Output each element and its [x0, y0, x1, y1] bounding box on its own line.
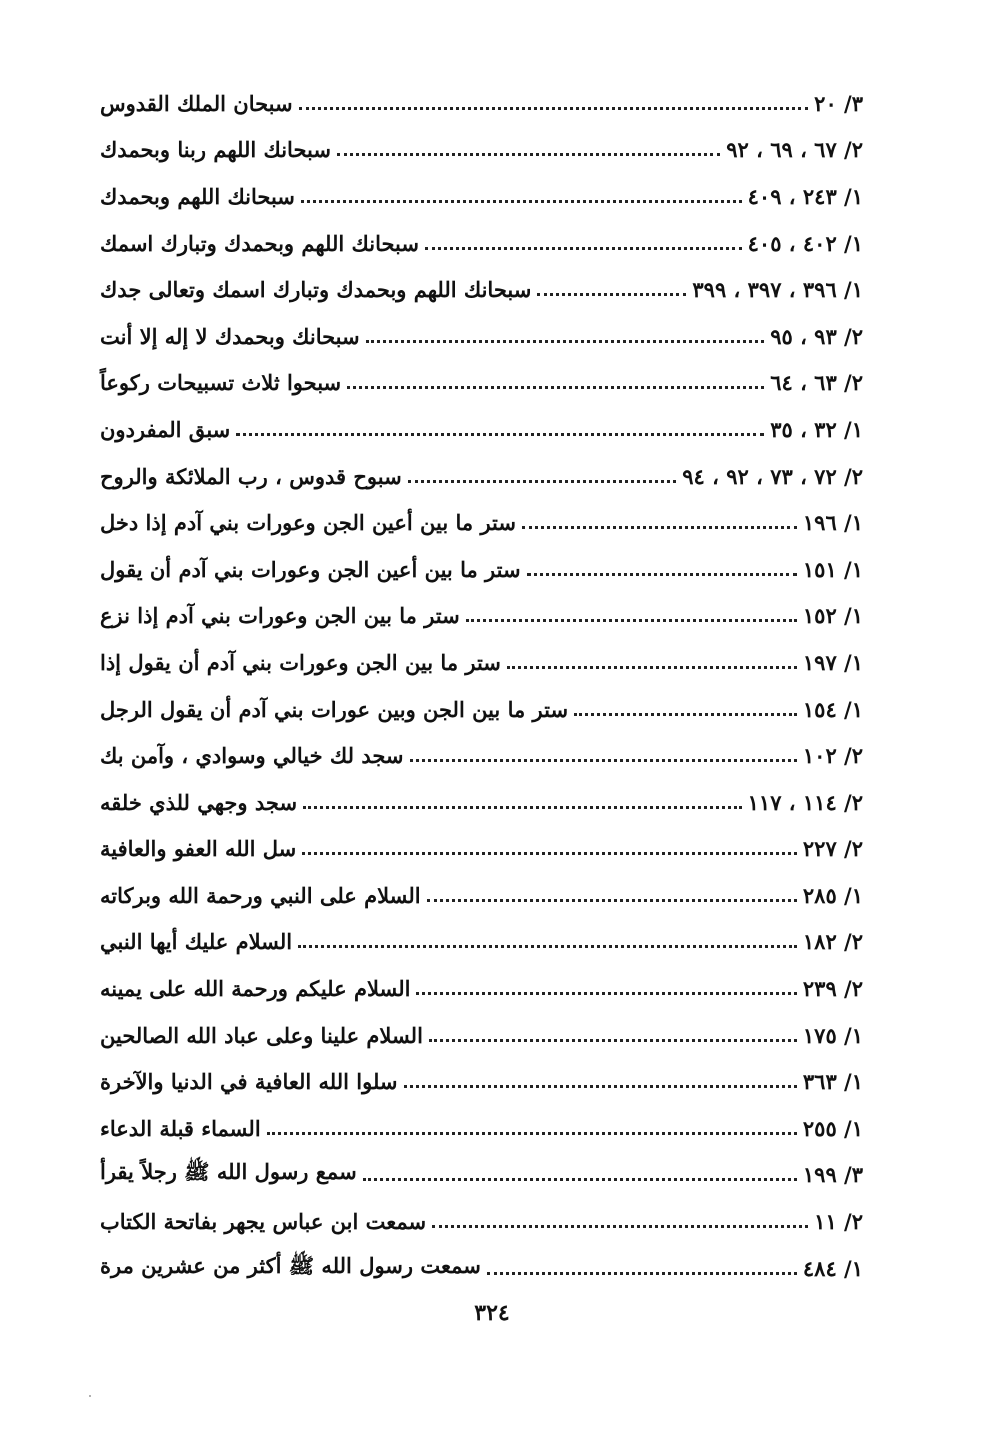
dot-leader — [366, 340, 765, 343]
entry-reference: ٢/ ٦٧ ، ٦٩ ، ٩٢ — [726, 137, 863, 163]
entry-reference: ٢/ ١٨٢ — [802, 929, 863, 955]
dot-leader — [425, 247, 742, 250]
index-entry — [90, 1058, 867, 1105]
dot-leader — [507, 666, 797, 669]
index-entry — [90, 1105, 867, 1152]
entry-reference: ١/ ١٥١ — [802, 556, 863, 582]
index-entry — [90, 872, 867, 919]
entry-reference: ٣/ ٢٠ — [814, 90, 863, 116]
entry-reference: ٢/ ٢٣٩ — [802, 976, 863, 1002]
entry-text: ستر ما بين الجن وبين عورات بني آدم أن يقول الرجل — [100, 696, 569, 722]
dot-leader — [337, 153, 720, 156]
dot-leader — [299, 107, 809, 110]
entry-text: سبحانك وبحمدك لا إله إلا أنت — [100, 323, 360, 349]
page-number: ٣٢٤ — [474, 1300, 510, 1326]
entry-text: سلوا الله العافية في الدنيا والآخرة — [100, 1069, 398, 1095]
index-entry — [90, 1152, 867, 1199]
index-list — [90, 80, 867, 1291]
entry-reference: ٢/ ٢٢٧ — [802, 836, 863, 862]
dot-leader — [427, 899, 797, 902]
index-entry — [90, 499, 867, 546]
index-entry — [90, 686, 867, 733]
entry-reference: ١/ ١٥٤ — [802, 696, 863, 722]
dot-leader — [301, 200, 742, 203]
index-entry — [90, 453, 867, 500]
index-entry — [90, 919, 867, 966]
entry-reference: ١/ ٣٩٦ ، ٣٩٧ ، ٣٩٩ — [692, 277, 863, 303]
index-entry — [90, 220, 867, 267]
index-entry — [90, 1198, 867, 1245]
entry-text: سمعت رسول الله ﷺ أكثر من عشرين مرة — [100, 1252, 481, 1278]
index-entry — [90, 1012, 867, 1059]
entry-reference: ٣/ ١٩٩ — [802, 1162, 863, 1188]
index-entry — [90, 173, 867, 220]
entry-text: سبحانك اللهم وبحمدك — [100, 183, 295, 209]
index-entry — [90, 639, 867, 686]
dot-leader — [527, 573, 797, 576]
entry-text: السلام عليكم ورحمة الله على يمينه — [100, 976, 411, 1002]
entry-reference: ١/ ٢٥٥ — [802, 1115, 863, 1141]
entry-reference: ٢/ ١٠٢ — [802, 743, 863, 769]
dot-leader — [303, 806, 742, 809]
dot-leader — [432, 1225, 808, 1228]
dot-leader — [466, 619, 797, 622]
entry-text: ستر ما بين الجن وعورات بني آدم أن يقول إذا — [100, 649, 501, 675]
dot-leader — [410, 759, 797, 762]
dot-leader — [574, 713, 797, 716]
entry-text: السلام على النبي ورحمة الله وبركاته — [100, 882, 421, 908]
index-entry — [90, 266, 867, 313]
entry-text: السماء قبلة الدعاء — [100, 1115, 261, 1141]
entry-text: سل الله العفو والعافية — [100, 836, 297, 862]
dot-leader — [487, 1272, 797, 1275]
index-entry — [90, 127, 867, 174]
entry-text: ستر ما بين أعين الجن وعورات بني آدم أن يقول — [100, 556, 521, 582]
index-entry — [90, 313, 867, 360]
entry-text: سبحانك اللهم وبحمدك وتبارك اسمك — [100, 230, 419, 256]
index-entry — [90, 406, 867, 453]
entry-text: السلام عليك أيها النبي — [100, 929, 293, 955]
entry-text: سبحانك اللهم ربنا وبحمدك — [100, 137, 331, 163]
index-entry — [90, 593, 867, 640]
dot-leader — [298, 945, 797, 948]
index-entry — [90, 360, 867, 407]
dot-leader — [522, 526, 797, 529]
dot-leader — [267, 1132, 797, 1135]
dot-leader — [537, 293, 686, 296]
dot-leader — [347, 386, 764, 389]
entry-text: سمعت ابن عباس يجهر بفاتحة الكتاب — [100, 1209, 427, 1235]
entry-text: السلام علينا وعلى عباد الله الصالحين — [100, 1022, 423, 1048]
entry-text: سمع رسول الله ﷺ رجلاً يقرأ — [100, 1159, 357, 1185]
index-entry — [90, 826, 867, 873]
entry-reference: ١/ ٣٢ ، ٣٥ — [770, 416, 863, 442]
entry-reference: ١/ ٤٨٤ — [802, 1255, 863, 1281]
entry-reference: ٢/ ١١٤ ، ١١٧ — [747, 789, 863, 815]
dot-leader — [236, 433, 764, 436]
entry-text: ستر ما بين الجن وعورات بني آدم إذا نزع — [100, 603, 460, 629]
dot-leader — [408, 480, 677, 483]
entry-text: سجد وجهي للذي خلقه — [100, 789, 298, 815]
index-entry — [90, 546, 867, 593]
dot-leader — [416, 992, 796, 995]
entry-text: ستر ما بين أعين الجن وعورات بني آدم إذا دخل — [100, 510, 516, 536]
entry-reference: ١/ ٤٠٢ ، ٤٠٥ — [747, 230, 863, 256]
index-entry — [90, 779, 867, 826]
dot-leader — [429, 1039, 797, 1042]
entry-text: سبحان الملك القدوس — [100, 90, 293, 116]
dot-leader — [302, 852, 797, 855]
entry-reference: ١/ ٢٨٥ — [802, 882, 863, 908]
entry-reference: ٢/ ٦٣ ، ٦٤ — [770, 370, 863, 396]
index-entry — [90, 1245, 867, 1292]
dot-leader — [363, 1178, 797, 1181]
entry-text: سبق المفردون — [100, 416, 231, 442]
entry-reference: ٢/ ٩٣ ، ٩٥ — [770, 323, 863, 349]
dot-leader — [404, 1085, 797, 1088]
scan-speck — [89, 1395, 91, 1397]
index-entry — [90, 965, 867, 1012]
entry-reference: ١/ ١٩٦ — [802, 510, 863, 536]
entry-reference: ١/ ٢٤٣ ، ٤٠٩ — [747, 183, 863, 209]
entry-reference: ١/ ١٧٥ — [802, 1022, 863, 1048]
entry-reference: ١/ ١٥٢ — [802, 603, 863, 629]
entry-reference: ٢/ ٧٢ ، ٧٣ ، ٩٢ ، ٩٤ — [682, 463, 863, 489]
entry-text: سبحوا ثلاث تسبيحات ركوعاً — [100, 370, 342, 396]
entry-text: سجد لك خيالي وسوادي ، وآمن بك — [100, 743, 404, 769]
entry-text: سبوح قدوس ، رب الملائكة والروح — [100, 463, 402, 489]
entry-text: سبحانك اللهم وبحمدك وتبارك اسمك وتعالى جدك — [100, 277, 532, 303]
entry-reference: ١/ ٣٦٣ — [802, 1069, 863, 1095]
index-entry — [90, 732, 867, 779]
entry-reference: ٢/ ١١ — [814, 1209, 863, 1235]
entry-reference: ١/ ١٩٧ — [802, 649, 863, 675]
index-entry — [90, 80, 867, 127]
